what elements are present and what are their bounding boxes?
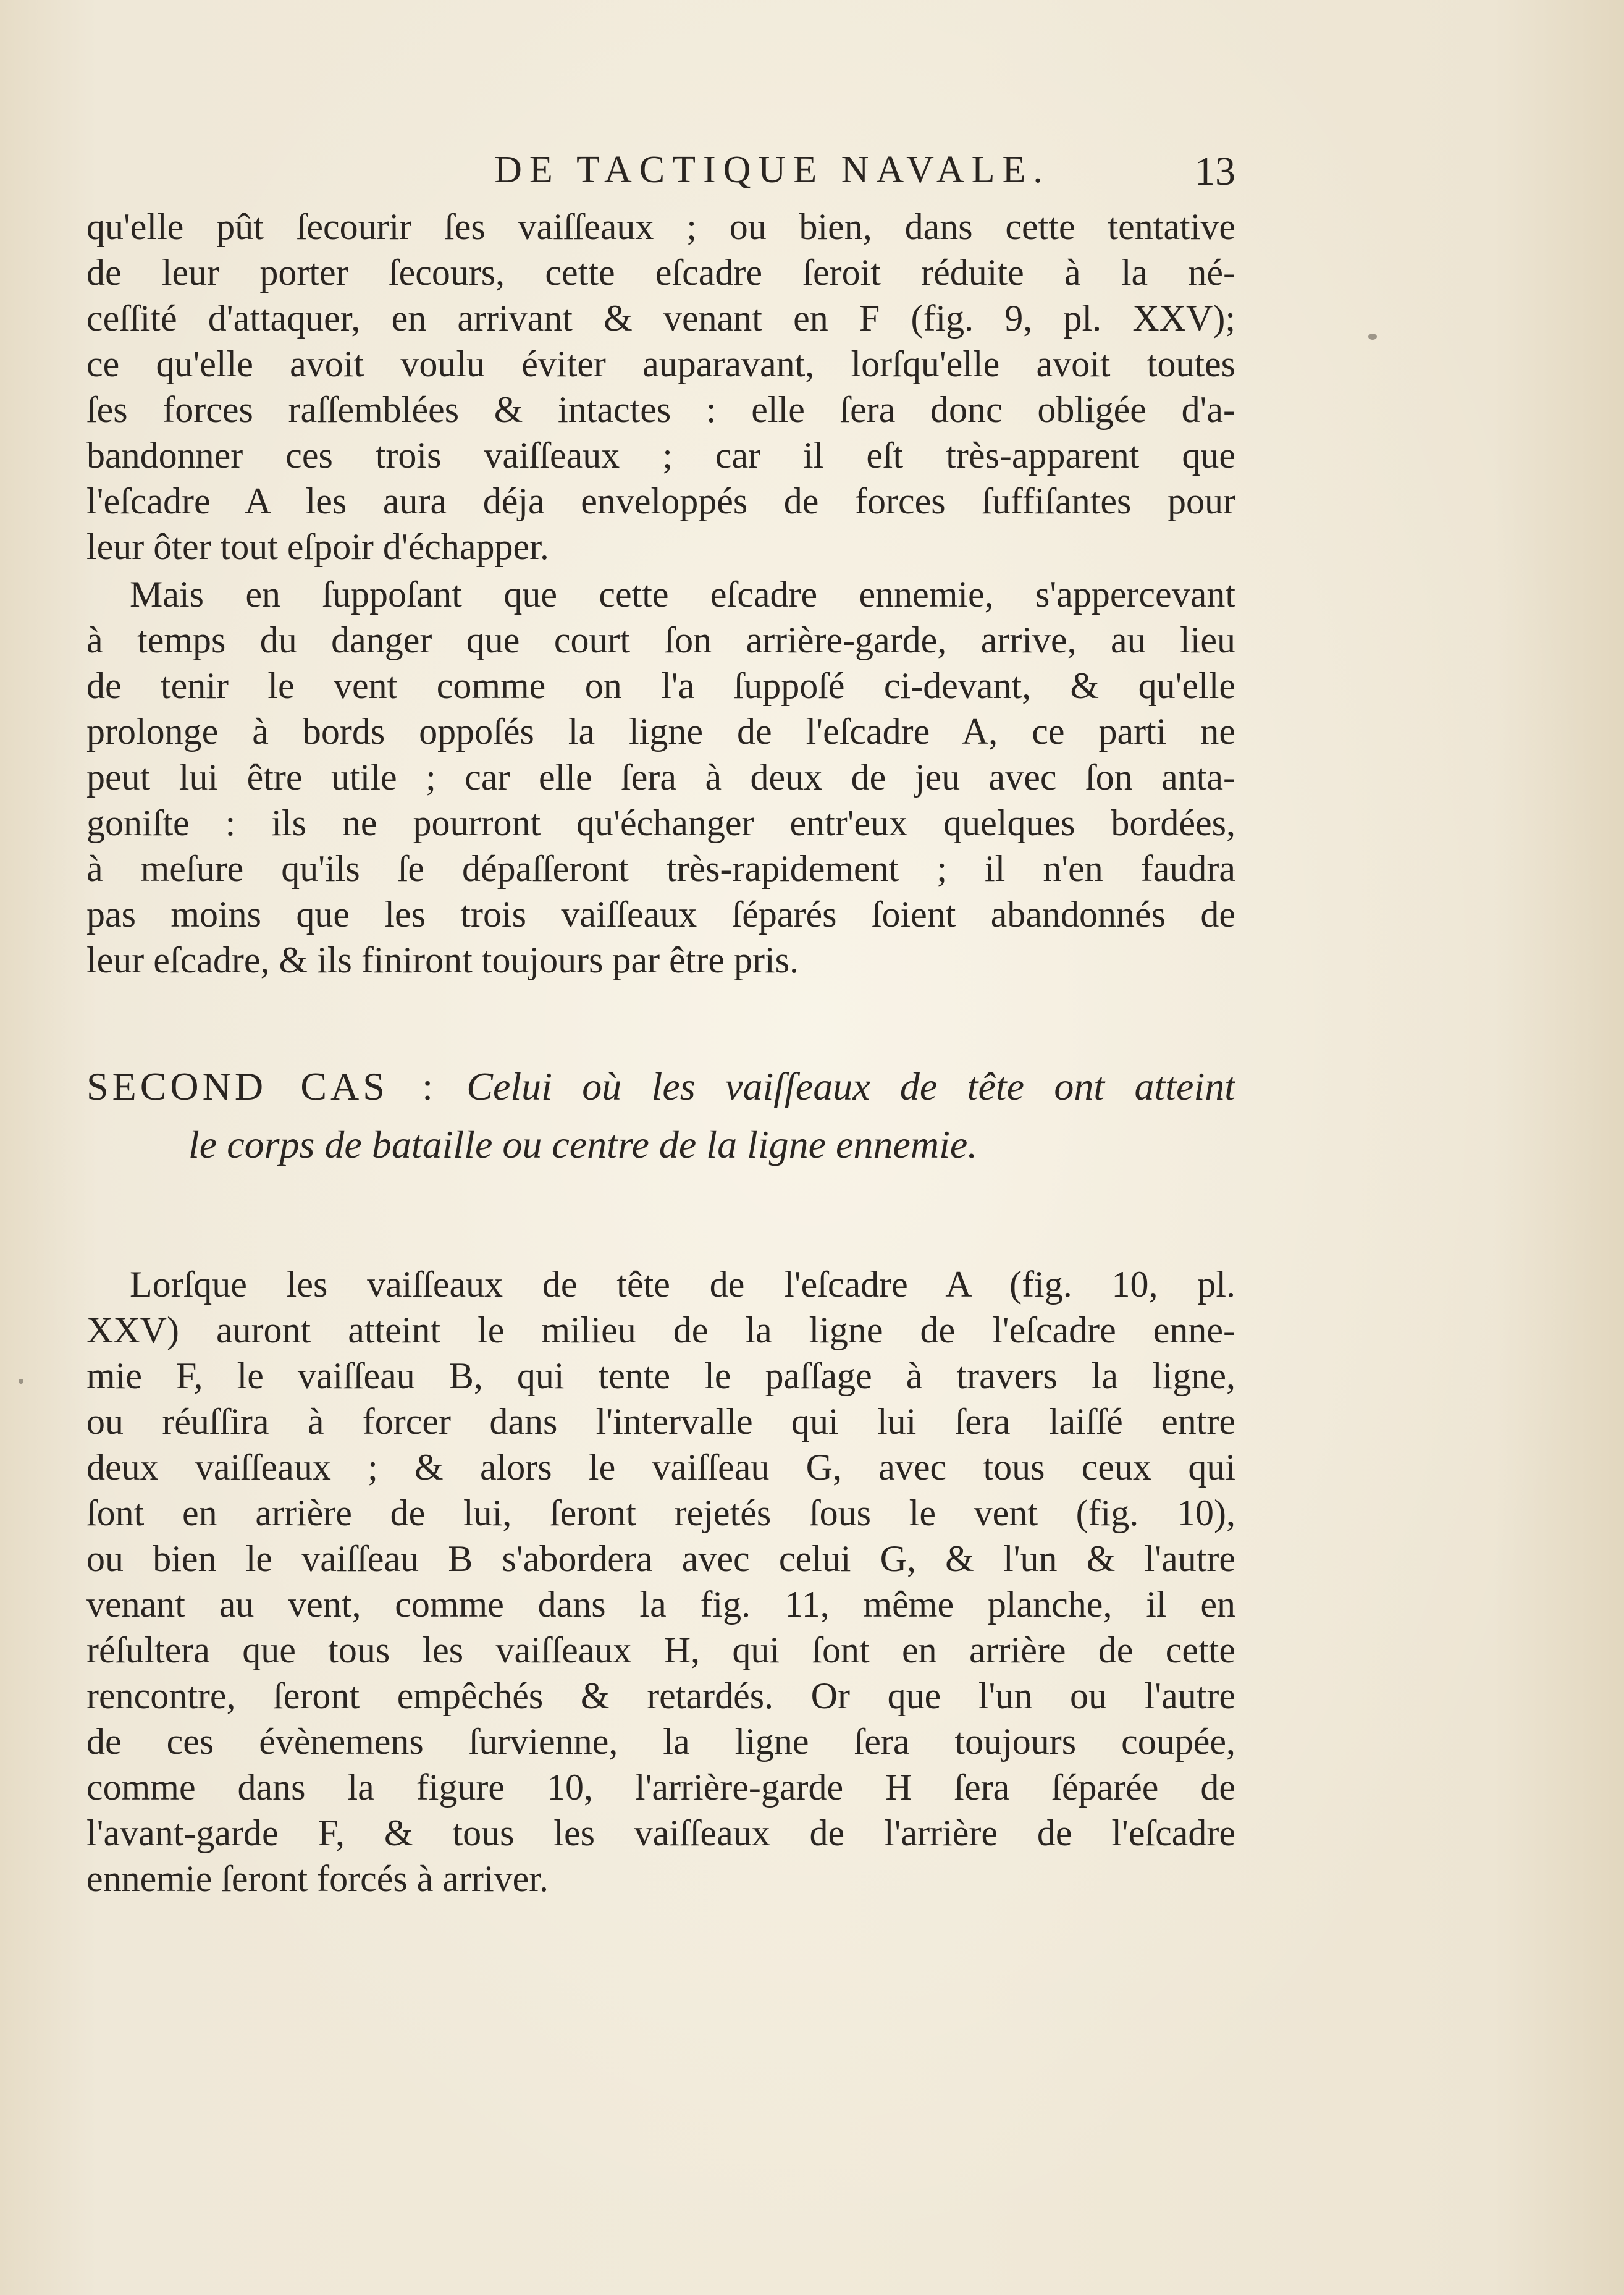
paragraph-3-line: rencontre, ſeront empêchés & retardés. Or que l'un ou l'autre <box>86 1675 1235 1716</box>
page-number: 13 <box>1195 149 1235 194</box>
paragraph-1-line: bandonner ces trois vaiſſeaux ; car il eſt très-apparent que <box>86 435 1235 476</box>
paragraph-2-line: à temps du danger que court ſon arrière-garde, arrive, au lieu <box>86 620 1235 660</box>
paragraph-3-line: Lorſque les vaiſſeaux de tête de l'eſcadre A (fig. 10, pl. <box>130 1264 1235 1305</box>
paragraph-1-line: l'eſcadre A les aura déja enveloppés de forces ſuffiſantes pour <box>86 481 1235 521</box>
paragraph-1-line: ſes forces raſſemblées & intactes : elle ſera donc obligée d'a- <box>86 389 1235 430</box>
section-heading-text: Celui où les vaiſſeaux de tête ont atteint <box>466 1064 1235 1108</box>
paragraph-2-line: leur eſcadre, & ils finiront toujours par être pris. <box>86 940 799 980</box>
section-heading-line-1 <box>86 1058 1235 1116</box>
paragraph-2-line: à meſure qu'ils ſe dépaſſeront très-rapidement ; il n'en faudra <box>86 848 1235 889</box>
paragraph-1-line: ceſſité d'attaquer, en arrivant & venant en F (fig. 9, pl. XXV); <box>86 298 1235 339</box>
paragraph-3-line: l'avant-garde F, & tous les vaiſſeaux de l'arrière de l'eſcadre <box>86 1813 1235 1853</box>
section-heading <box>86 1058 1235 1174</box>
paragraph-2-line: Mais en ſuppoſant que cette eſcadre ennemie, s'appercevant <box>130 574 1235 615</box>
paragraph-1 <box>86 204 1235 570</box>
paragraph-3-line: ou réuſſira à forcer dans l'intervalle qui lui ſera laiſſé entre <box>86 1401 1235 1442</box>
paragraph-3-line: de ces évènemens ſurvienne, la ligne ſera toujours coupée, <box>86 1721 1235 1762</box>
paragraph-1-line: qu'elle pût ſecourir ſes vaiſſeaux ; ou bien, dans cette tentative <box>86 206 1235 247</box>
paragraph-3-line: ou bien le vaiſſeau B s'abordera avec celui G, & l'un & l'autre <box>86 1538 1235 1579</box>
section-heading-label: SECOND CAS : <box>86 1064 437 1108</box>
paragraph-2-line: peut lui être utile ; car elle ſera à deux de jeu avec ſon anta- <box>86 757 1235 798</box>
paragraph-2 <box>86 571 1235 983</box>
paragraph-2-line: prolonge à bords oppoſés la ligne de l'eſcadre A, ce parti ne <box>86 711 1235 752</box>
paragraph-3-line: XXV) auront atteint le milieu de la ligne de l'eſcadre enne- <box>86 1310 1235 1350</box>
section-heading-line-2: le corps de bataille ou centre de la ligne ennemie. <box>188 1122 978 1166</box>
paragraph-3-line: deux vaiſſeaux ; & alors le vaiſſeau G, avec tous ceux qui <box>86 1447 1235 1488</box>
ink-speck <box>1368 334 1377 340</box>
paragraph-1-line: leur ôter tout eſpoir d'échapper. <box>86 526 549 567</box>
paragraph-3-line: comme dans la figure 10, l'arrière-garde H ſera ſéparée de <box>86 1767 1235 1808</box>
paragraph-3-line: ſont en arrière de lui, ſeront rejetés ſous le vent (fig. 10), <box>86 1493 1235 1533</box>
paragraph-3-line: venant au vent, comme dans la fig. 11, même planche, il en <box>86 1584 1235 1625</box>
paragraph-1-line: de leur porter ſecours, cette eſcadre ſeroit réduite à la né- <box>86 252 1235 293</box>
paragraph-1-line: ce qu'elle avoit voulu éviter auparavant, lorſqu'elle avoit toutes <box>86 343 1235 384</box>
paragraph-3 <box>86 1261 1235 1901</box>
paragraph-3-line: mie F, le vaiſſeau B, qui tente le paſſage à travers la ligne, <box>86 1355 1235 1396</box>
paragraph-3-line: réſultera que tous les vaiſſeaux H, qui ſont en arrière de cette <box>86 1630 1235 1670</box>
paragraph-2-line: de tenir le vent comme on l'a ſuppoſé ci-devant, & qu'elle <box>86 665 1235 706</box>
paragraph-2-line: pas moins que les trois vaiſſeaux ſéparés ſoient abandonnés de <box>86 894 1235 935</box>
ink-speck <box>19 1379 23 1384</box>
running-head: DE TACTIQUE NAVALE. <box>494 149 1050 191</box>
paragraph-2-line: goniſte : ils ne pourront qu'échanger entr'eux quelques bordées, <box>86 802 1235 843</box>
paragraph-3-line: ennemie ſeront forcés à arriver. <box>86 1858 549 1899</box>
